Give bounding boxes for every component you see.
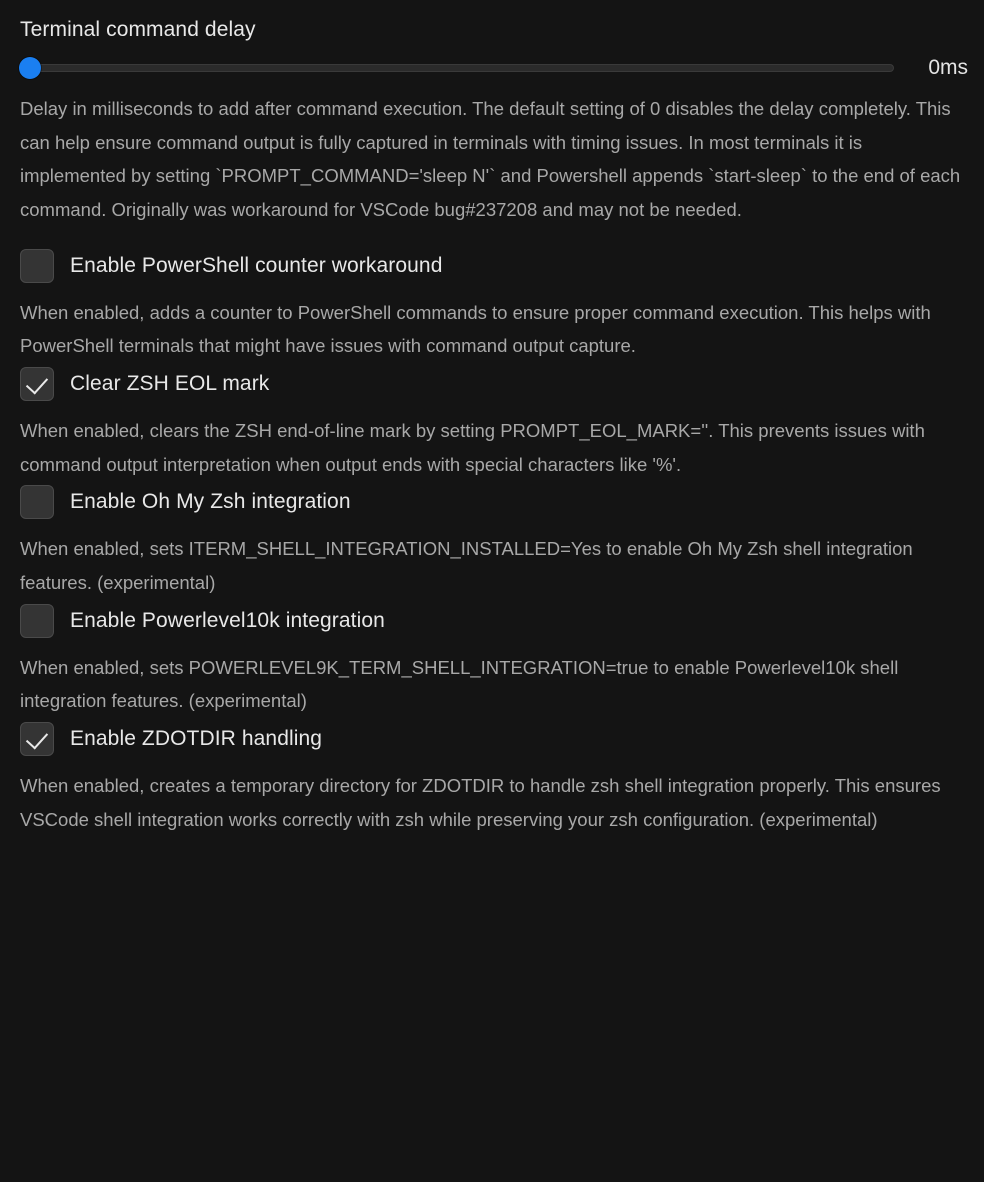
setting-zdotdir-handling — [20, 722, 968, 836]
checkbox-label: Enable Oh My Zsh integration — [70, 490, 351, 514]
setting-description: When enabled, clears the ZSH end-of-line mark by setting PROMPT_EOL_MARK=''. This prevents issues with command output interpretation when output ends with special characters like '%'. — [20, 419, 925, 475]
slider-thumb[interactable] — [19, 57, 41, 79]
checkbox-label: Enable ZDOTDIR handling — [70, 726, 323, 750]
checkbox-row[interactable] — [20, 485, 968, 519]
terminal-command-delay-description: Delay in milliseconds to add after command execution. The default setting of 0 disables the delay completely. This can help ensure command output is fully captured in terminals with timing issues. In most terminals it is implemented by setting `PROMPT_COMMAND='sleep N'` and Powershell appends `start-sleep` to the end of each command. Originally was workaround for VSCode bug#237208 and may not be needed. — [20, 98, 961, 220]
terminal-command-delay-slider-row[interactable] — [20, 56, 968, 80]
setting-powershell-counter-workaround — [20, 249, 968, 363]
checkbox-label: Enable Powerlevel10k integration — [70, 608, 385, 632]
setting-powerlevel10k-integration — [20, 604, 968, 718]
setting-description: When enabled, sets POWERLEVEL9K_TERM_SHELL_INTEGRATION=true to enable Powerlevel10k shell integration features. (experimental) — [20, 656, 899, 712]
setting-oh-my-zsh-integration — [20, 485, 968, 599]
setting-clear-zsh-eol-mark — [20, 367, 968, 481]
terminal-command-delay-slider[interactable] — [20, 64, 894, 72]
setting-description: When enabled, adds a counter to PowerShell commands to ensure proper command execution. This helps with PowerShell terminals that might have issues with command output capture. — [20, 301, 931, 357]
terminal-command-delay-value: 0ms — [928, 56, 968, 79]
checkbox-oh-my-zsh-integration[interactable] — [20, 485, 54, 519]
checkbox-label: Enable PowerShell counter workaround — [70, 253, 443, 277]
checkbox-zdotdir-handling[interactable] — [20, 722, 54, 756]
checkbox-powershell-counter-workaround[interactable] — [20, 249, 54, 283]
checkbox-settings-group — [20, 249, 968, 837]
terminal-command-delay-setting — [20, 18, 968, 227]
checkbox-row[interactable] — [20, 604, 968, 638]
checkbox-row[interactable] — [20, 722, 968, 756]
setting-description: When enabled, sets ITERM_SHELL_INTEGRATION_INSTALLED=Yes to enable Oh My Zsh shell integration features. (experimental) — [20, 538, 913, 593]
checkbox-label: Clear ZSH EOL mark — [70, 371, 270, 395]
checkbox-row[interactable] — [20, 367, 968, 401]
setting-description: When enabled, creates a temporary directory for ZDOTDIR to handle zsh shell integration properly. This ensures VSCode shell integration works correctly with zsh while preserving your zsh configuration. (experimental) — [20, 774, 941, 830]
terminal-command-delay-title: Terminal command delay — [20, 18, 256, 41]
checkbox-clear-zsh-eol-mark[interactable] — [20, 367, 54, 401]
checkbox-row[interactable] — [20, 249, 968, 283]
checkbox-powerlevel10k-integration[interactable] — [20, 604, 54, 638]
